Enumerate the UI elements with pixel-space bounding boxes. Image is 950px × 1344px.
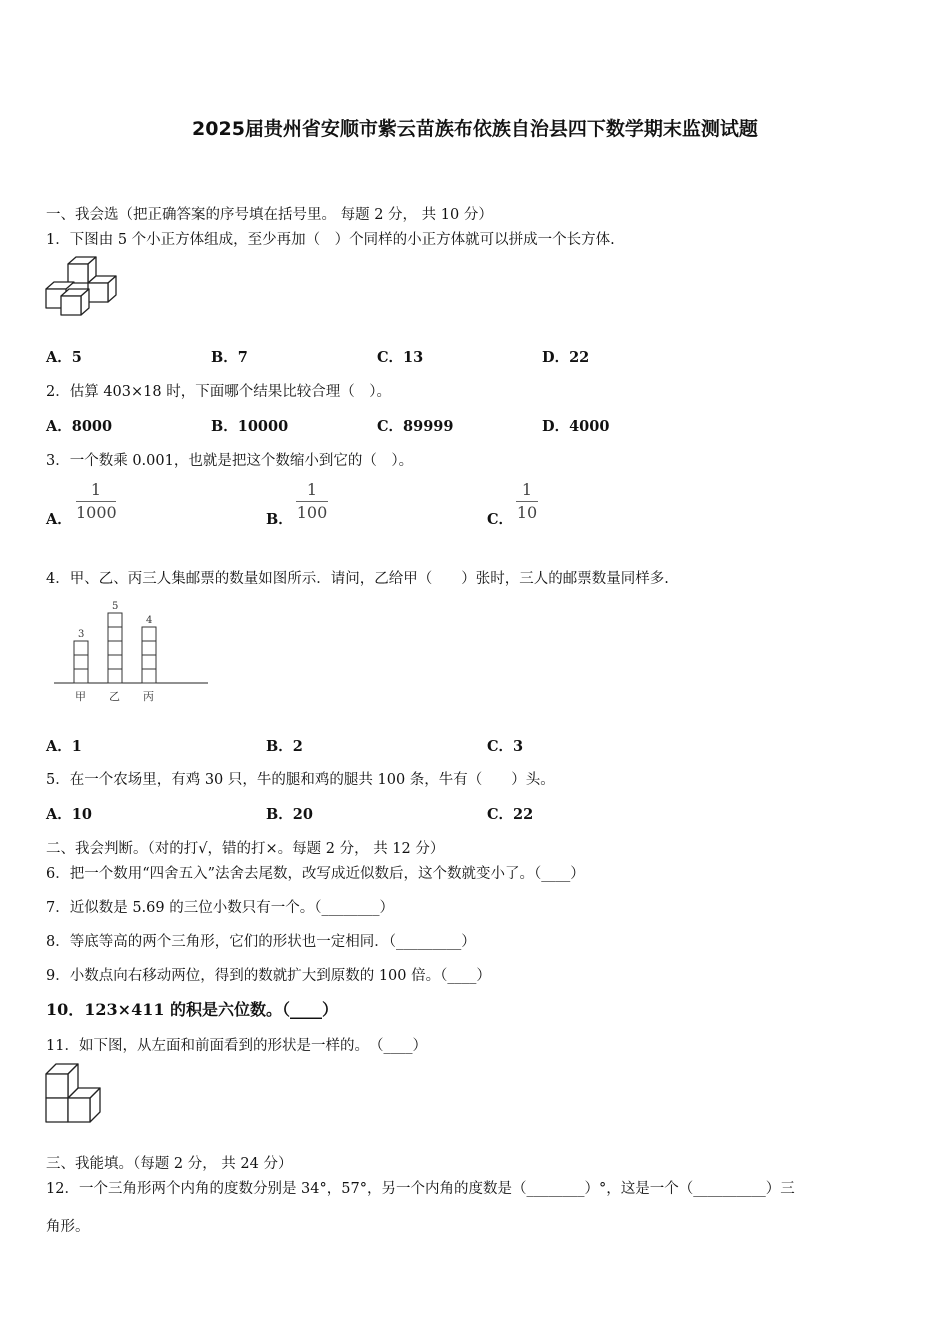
question-2: 2．估算 403×18 时，下面哪个结果比较合理（ ）。 [46, 384, 391, 400]
q1-option-c[interactable]: C．13 [377, 349, 424, 366]
stamp-cell-甲 [74, 641, 88, 655]
question-10: 10．123×411 的积是六位数。（____） [46, 1000, 339, 1019]
question-11: 11．如下图，从左面和前面看到的形状是一样的。 （____） [46, 1038, 427, 1054]
q4-stamp-chart [52, 594, 212, 706]
q5-option-b[interactable]: B．20 [266, 806, 313, 823]
fraction-bar [76, 501, 116, 502]
section-2-heading: 二、我会判断。（对的打√，错的打×。每题 2 分， 共 12 分） [46, 841, 445, 857]
stamp-cell-乙 [108, 655, 122, 669]
value-label-甲: 3 [78, 629, 85, 640]
section-1-heading: 一、我会选（把正确答案的序号填在括号里。 每题 2 分， 共 10 分） [46, 207, 493, 223]
fraction-bar [516, 501, 538, 502]
q1-option-b[interactable]: B．7 [211, 349, 248, 366]
q2-option-c[interactable]: C．89999 [377, 418, 454, 435]
q3-c-denominator: 10 [516, 503, 538, 522]
q5-option-c[interactable]: C．22 [487, 806, 534, 823]
q3-a-denominator: 1000 [76, 503, 117, 522]
q5-option-a[interactable]: A．10 [46, 806, 92, 823]
q2-option-b[interactable]: B．10000 [211, 418, 289, 435]
q3-option-b-label[interactable]: B． [266, 511, 293, 528]
stamp-cell-乙 [108, 613, 122, 627]
category-label-乙: 乙 [109, 690, 120, 703]
value-label-乙: 5 [112, 601, 119, 612]
stamp-cell-丙 [142, 655, 156, 669]
stamp-cell-丙 [142, 627, 156, 641]
q3-option-a-label[interactable]: A． [46, 511, 72, 528]
q1-option-d[interactable]: D．22 [542, 349, 590, 366]
page-title: 2025届贵州省安顺市紫云苗族布依族自治县四下数学期末监测试题 [192, 118, 758, 140]
q4-option-c[interactable]: C．3 [487, 738, 524, 755]
stamp-cell-丙 [142, 669, 156, 683]
q1-cube-figure [44, 256, 120, 320]
stamp-cell-甲 [74, 669, 88, 683]
stamp-cell-甲 [74, 655, 88, 669]
question-5: 5．在一个农场里，有鸡 30 只，牛的腿和鸡的腿共 100 条，牛有（ ）头。 [46, 772, 555, 788]
value-label-丙: 4 [146, 615, 153, 626]
question-8: 8．等底等高的两个三角形，它们的形状也一定相同．（_________） [46, 934, 476, 950]
question-1: 1．下图由 5 个小正方体组成，至少再加（ ）个同样的小正方体就可以拼成一个长方体. [46, 232, 615, 248]
question-4: 4．甲、乙、丙三人集邮票的数量如图所示．请问，乙给甲（ ）张时，三人的邮票数量同样多. [46, 571, 669, 587]
question-7: 7．近似数是 5.69 的三位小数只有一个。（________） [46, 900, 394, 916]
q3-option-c-label[interactable]: C． [487, 511, 514, 528]
q4-option-b[interactable]: B．2 [266, 738, 303, 755]
q2-option-d[interactable]: D．4000 [542, 418, 610, 435]
stamp-cell-乙 [108, 627, 122, 641]
q3-option-a-fraction [76, 481, 116, 522]
question-6: 6．把一个数用“四舍五入”法舍去尾数，改写成近似数后，这个数就变小了。（____） [46, 866, 585, 882]
fraction-bar [296, 501, 328, 502]
stamp-cell-乙 [108, 669, 122, 683]
q4-option-a[interactable]: A．1 [46, 738, 82, 755]
category-label-甲: 甲 [75, 690, 86, 703]
q3-c-numerator: 1 [521, 480, 533, 499]
category-label-丙: 丙 [143, 690, 154, 703]
question-3: 3．一个数乘 0.001，也就是把这个数缩小到它的（ ）。 [46, 453, 414, 469]
question-12-line-2: 角形。 [46, 1219, 90, 1235]
section-3-heading: 三、我能填。（每题 2 分， 共 24 分） [46, 1156, 293, 1172]
q2-option-a[interactable]: A．8000 [46, 418, 113, 435]
q3-option-c-fraction [516, 481, 538, 522]
q1-option-a[interactable]: A．5 [46, 349, 82, 366]
question-12-line-1: 12．一个三角形两个内角的度数分别是 34°，57°，另一个内角的度数是（________）°，这是一个（__________）三 [46, 1181, 795, 1197]
q3-option-b-fraction [296, 481, 328, 522]
stamp-cell-乙 [108, 641, 122, 655]
q3-a-numerator: 1 [90, 480, 102, 499]
stamp-cell-丙 [142, 641, 156, 655]
q11-cube-figure [44, 1060, 106, 1124]
question-9: 9．小数点向右移动两位，得到的数就扩大到原数的 100 倍。（____） [46, 968, 491, 984]
q3-b-denominator: 100 [296, 503, 328, 522]
q3-b-numerator: 1 [306, 480, 318, 499]
